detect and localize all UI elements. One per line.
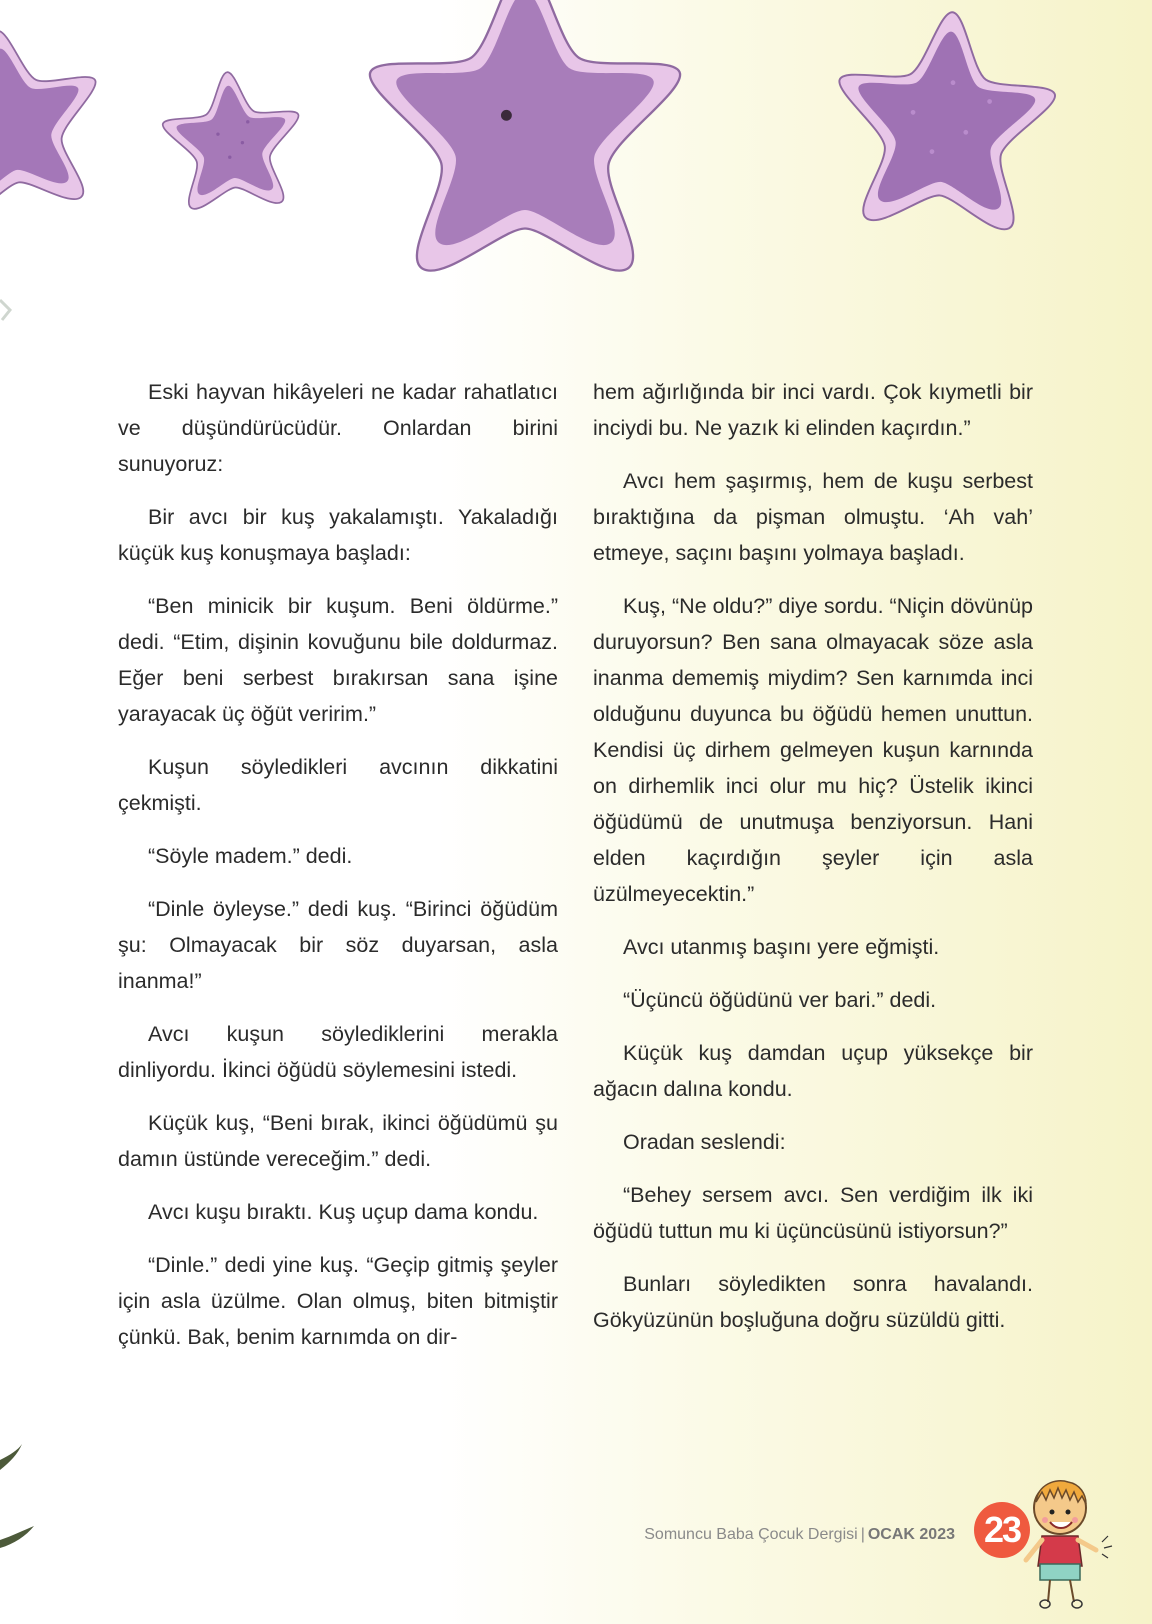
paragraph: Küçük kuş, “Beni bırak, ikinci öğüdümü şu damın üstünde vereceğim.” dedi. [118, 1111, 558, 1171]
page-number: 23 [974, 1502, 1030, 1558]
paragraph: Avcı utanmış başını yere eğmişti. [623, 935, 940, 959]
star-decoration [0, 0, 1152, 280]
paragraph: Bir avcı bir kuş yakalamıştı. Yakaladığı küçük kuş konuşmaya başladı: [118, 505, 558, 565]
page-footer [600, 1526, 955, 1544]
magazine-name: Somuncu Baba Çocuk Dergisi [644, 1526, 858, 1543]
edge-mark [0, 290, 14, 330]
paragraph: “Üçüncü öğüdünü ver bari.” dedi. [623, 988, 937, 1012]
leaf-decoration [0, 1440, 40, 1570]
footer-separator: | [860, 1526, 865, 1543]
paragraph: Eski hayvan hikâyeleri ne kadar rahatlatıcı ve düşündürücüdür. Onlardan birini sunuyoruz: [118, 380, 558, 476]
star-small [159, 67, 304, 210]
paragraph: Avcı kuşu bıraktı. Kuş uçup dama kondu. [148, 1200, 539, 1224]
paragraph: Avcı kuşun söylediklerini merakla dinliyordu. İkinci öğüdü söylemesini istedi. [118, 1022, 558, 1082]
star-right [830, 5, 1060, 233]
paragraph: “Ben minicik bir kuşum. Beni öldürme.” dedi. “Etim, dişinin kovuğunu bile doldurmaz. Eğer beni serbest bırakırsan sana işine yarayacak üç öğüt veririm.” [118, 594, 558, 726]
paragraph: “Dinle.” dedi yine kuş. “Geçip gitmiş şeyler için asla üzülme. Olan olmuş, biten bitmiştir çünkü. Bak, benim karnımda on dir- [118, 1253, 558, 1349]
paragraph: “Söyle madem.” dedi. [148, 844, 353, 868]
paragraph: Oradan seslendi: [623, 1130, 786, 1154]
paragraph: Kuş, “Ne oldu?” diye sordu. “Niçin dövünüp duruyorsun? Ben sana olmayacak söze asla inanma dememiş miydim? Sen karnımda inci olduğunu duyunca bu öğüdü hemen unuttun. Kendisi üç dirhem gelmeyen kuşun karnında on dirhemlik inci olur mu hiç? Üstelik ikinci öğüdümü de unutmuşa benziyorsun. Hani elden kaçırdığın şeyler için asla üzülmeyecektin.” [593, 594, 1033, 906]
paragraph: Bunları söyledikten sonra havalandı. Gökyüzünün boşluğuna doğru süzüldü gitti. [593, 1272, 1033, 1332]
paragraph: Avcı hem şaşırmış, hem de kuşu serbest bıraktığına da pişman olmuştu. ‘Ah vah’ etmeye, saçını başını yolmaya başladı. [593, 469, 1033, 565]
story-column-left [118, 374, 558, 1372]
paragraph: hem ağırlığında bir inci vardı. Çok kıymetli bir inciydi bu. Ne yazık ki elinden kaçırdın.” [593, 380, 1033, 440]
paragraph: Kuşun söyledikleri avcının dikkatini çekmişti. [118, 755, 558, 815]
star-left-partial [0, 18, 111, 219]
story-column-right [593, 374, 1033, 1355]
paragraph: “Dinle öyleyse.” dedi kuş. “Birinci öğüdüm şu: Olmayacak bir söz duyarsan, asla inanma!” [118, 897, 558, 993]
paragraph: Küçük kuş damdan uçup yüksekçe bir ağacın dalına kondu. [593, 1041, 1033, 1101]
paragraph: “Behey sersem avcı. Sen verdiğim ilk iki öğüdü tuttun mu ki üçüncüsünü istiyorsun?” [593, 1183, 1033, 1243]
kid-mascot-icon [1012, 1474, 1122, 1614]
issue-date: OCAK 2023 [867, 1526, 955, 1543]
star-large [370, 0, 680, 271]
